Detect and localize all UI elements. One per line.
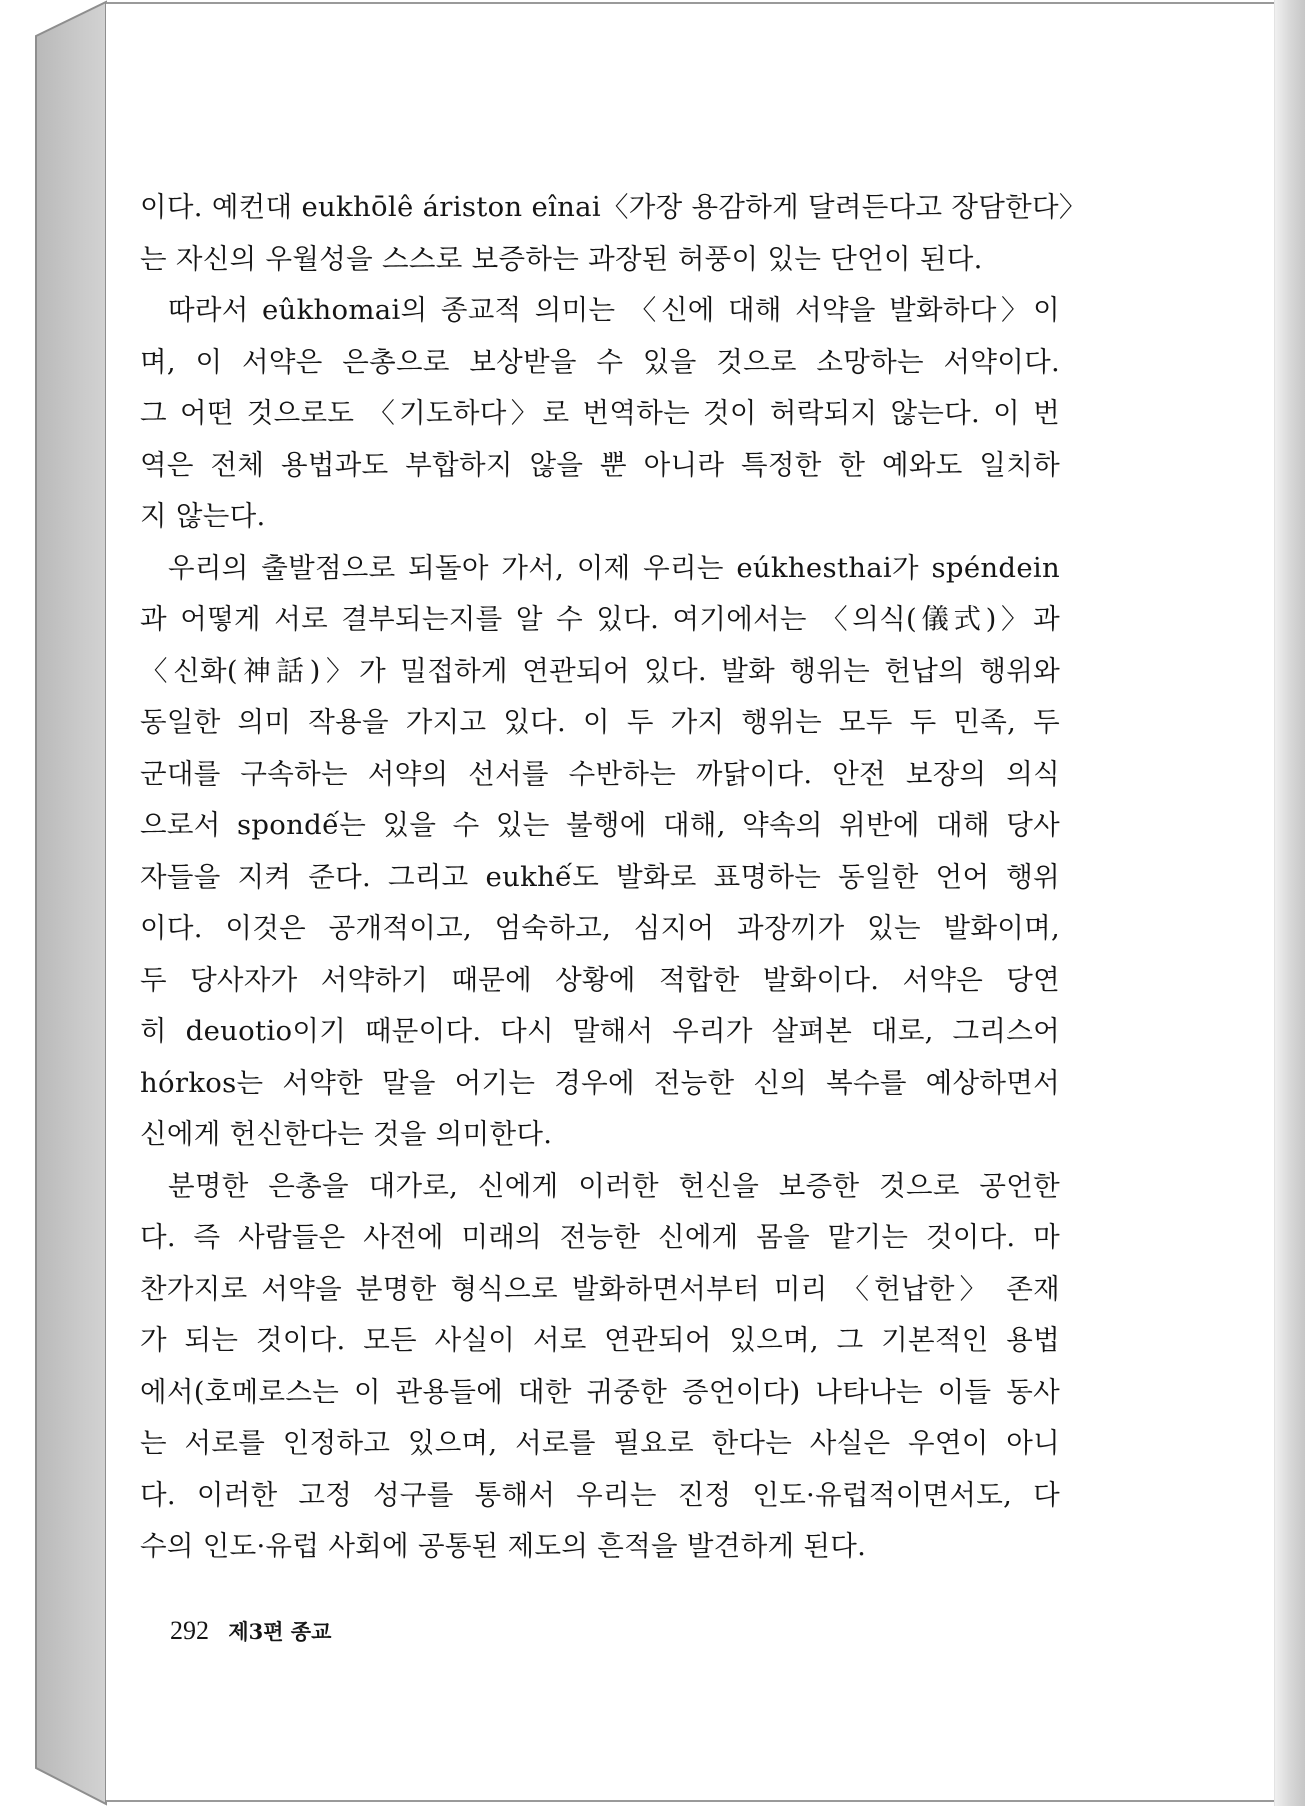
- text-line: 수의 인도·유럽 사회에 공통된 제도의 흔적을 발견하게 된다.: [140, 1530, 867, 1562]
- text-line: 동일한 의미 작용을 가지고 있다. 이 두 가지 행위는 모두 두 민족, 두: [140, 706, 1060, 738]
- text-line: 두 당사자가 서약하기 때문에 상황에 적합한 발화이다. 서약은 당연: [140, 963, 1060, 996]
- text-line: 역은 전체 용법과도 부합하지 않을 뿐 아니라 특정한 한 예와도 일치하: [140, 448, 1060, 481]
- text-line: 우리의 출발점으로 되돌아 가서, 이제 우리는 eúkhesthai가 spéndein: [168, 551, 1060, 584]
- text-line: 과 어떻게 서로 결부되는지를 알 수 있다. 여기에서는 〈의식(儀式)〉과: [140, 603, 1060, 635]
- text-line: 다. 이러한 고정 성구를 통해서 우리는 진정 인도·유럽적이면서도, 다: [140, 1478, 1060, 1511]
- text-line: 에서(호메로스는 이 관용들에 대한 귀중한 증언이다) 나타나는 이들 동사: [140, 1375, 1060, 1408]
- text-line: 〈신화(神話)〉가 밀접하게 연관되어 있다. 발화 행위는 헌납의 행위와: [140, 654, 1060, 687]
- body-text: [140, 182, 1087, 1573]
- text-line: 며, 이 서약은 은총으로 보상받을 수 있을 것으로 소망하는 서약이다.: [140, 345, 1060, 378]
- section-title: 제3편 종교: [228, 1619, 332, 1644]
- text-line: 따라서 eûkhomai의 종교적 의미는 〈신에 대해 서약을 발화하다〉이: [168, 294, 1060, 326]
- page-edge-shadow: [1274, 0, 1305, 1806]
- text-line: 찬가지로 서약을 분명한 형식으로 발화하면서부터 미리 〈헌납한〉 존재: [140, 1272, 1060, 1305]
- text-line: 다. 즉 사람들은 사전에 미래의 전능한 신에게 몸을 맡기는 것이다. 마: [140, 1221, 1060, 1253]
- text-line: 자들을 지켜 준다. 그리고 eukhế도 발화로 표명하는 동일한 언어 행위: [140, 860, 1060, 893]
- text-line: 신에게 헌신한다는 것을 의미한다.: [140, 1118, 553, 1150]
- text-line: 이다. 이것은 공개적이고, 엄숙하고, 심지어 과장끼가 있는 발화이며,: [140, 912, 1060, 944]
- text-line: 히 deuotio이기 때문이다. 다시 말해서 우리가 살펴본 대로, 그리스어: [140, 1015, 1060, 1047]
- text-line: 으로서 spondế는 있을 수 있는 불행에 대해, 약속의 위반에 대해 당사: [140, 809, 1060, 841]
- text-line: 분명한 은총을 대가로, 신에게 이러한 헌신을 보증한 것으로 공언한: [168, 1169, 1060, 1202]
- text-line: 는 서로를 인정하고 있으며, 서로를 필요로 한다는 사실은 우연이 아니: [140, 1427, 1060, 1459]
- page-number: 292: [170, 1616, 209, 1645]
- book-edge: [0, 0, 110, 1806]
- text-line: 군대를 구속하는 서약의 선서를 수반하는 까닭이다. 안전 보장의 의식: [140, 757, 1060, 790]
- text-line: hórkos는 서약한 말을 어기는 경우에 전능한 신의 복수를 예상하면서: [140, 1066, 1060, 1099]
- text-line: 는 자신의 우월성을 스스로 보증하는 과장된 허풍이 있는 단언이 된다.: [140, 242, 983, 275]
- text-line: 그 어떤 것으로도 〈기도하다〉로 번역하는 것이 허락되지 않는다. 이 번: [140, 397, 1060, 429]
- text-line: 지 않는다.: [140, 500, 266, 532]
- page-footer: [170, 1616, 331, 1646]
- text-line: 이다. 예컨대 eukhōlê áriston eînai〈가장 용감하게 달려든다고 장담한다〉: [140, 191, 1087, 223]
- text-line: 가 되는 것이다. 모든 사실이 서로 연관되어 있으며, 그 기본적인 용법: [140, 1324, 1060, 1356]
